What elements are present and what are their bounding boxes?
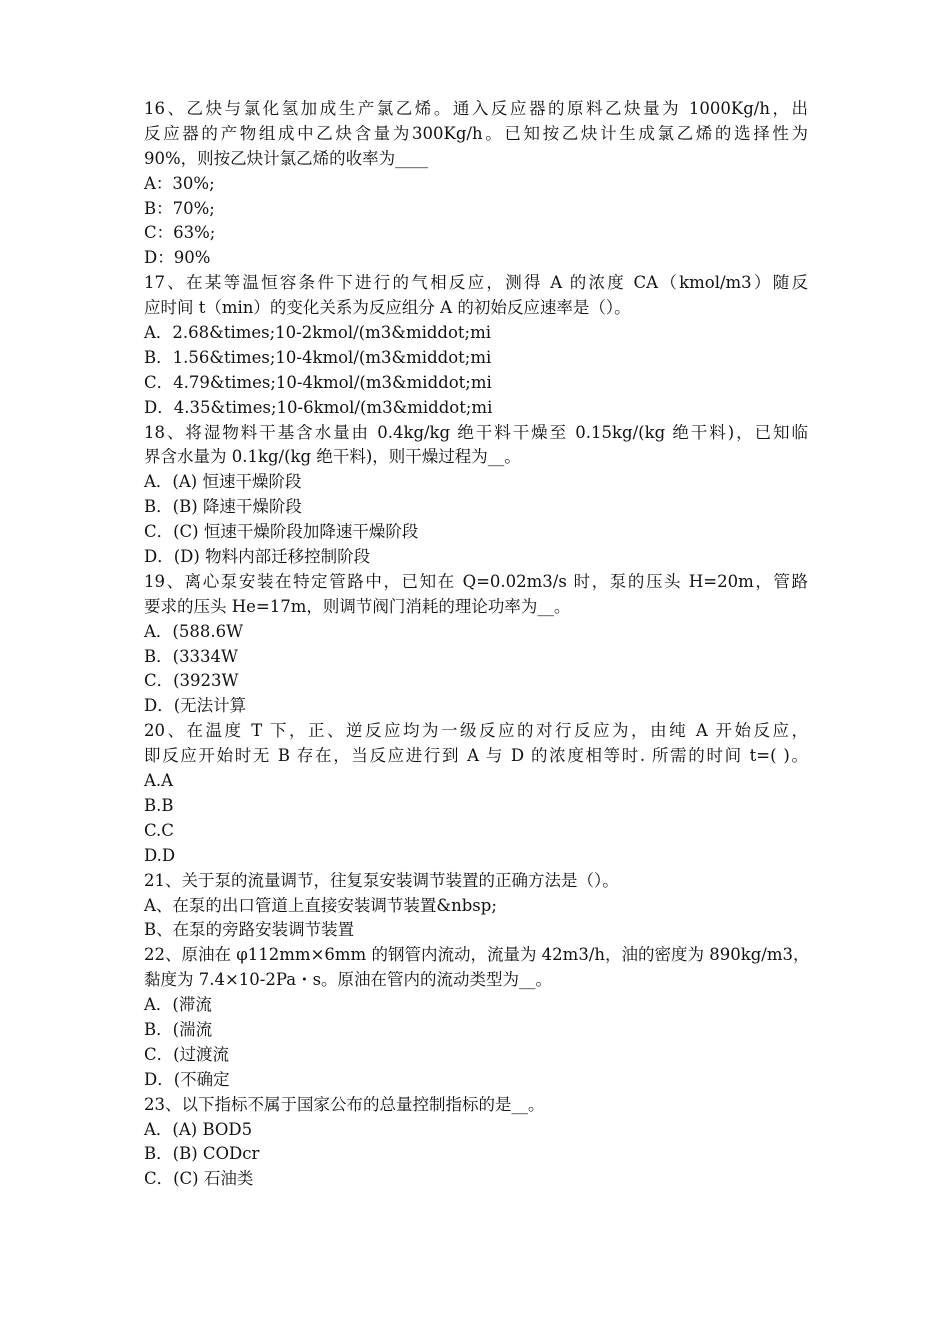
text-line: A.A: [144, 771, 174, 791]
text-line: A、在泵的出口管道上直接安装调节装置&nbsp;: [144, 895, 497, 915]
text-line: B、在泵的旁路安装调节装置: [144, 920, 355, 940]
text-line: 要求的压头 He=17m，则调节阀门消耗的理论功率为__。: [144, 596, 571, 616]
text-line: 19、离心泵安装在特定管路中，已知在 Q=0.02m3/s 时，泵的压头 H=20m，管路: [144, 571, 808, 591]
text-line: B．(3334W: [144, 646, 239, 666]
text-line: 即反应开始时无 B 存在，当反应进行到 A 与 D 的浓度相等时. 所需的时间 t=( )。: [144, 746, 808, 766]
text-line: D．4.35&times;10-6kmol/(m3&middot;mi: [144, 397, 493, 417]
text-line: D．(无法计算: [144, 696, 247, 716]
text-line: 17、在某等温恒容条件下进行的气相反应，测得 A 的浓度 CA（kmol/m3）随反: [144, 273, 808, 293]
text-line: C．(C) 恒速干燥阶段加降速干燥阶段: [144, 522, 419, 542]
text-line: A：30%;: [144, 173, 215, 193]
text-line: 90%，则按乙炔计氯乙烯的收率为____: [144, 148, 429, 168]
text-line: A．2.68&times;10-2kmol/(m3&middot;mi: [144, 323, 492, 343]
text-line: A．(A) 恒速干燥阶段: [144, 472, 302, 492]
text-line: D.D: [144, 845, 176, 865]
text-line: B．(湍流: [144, 1019, 213, 1039]
text-line: B．1.56&times;10-4kmol/(m3&middot;mi: [144, 347, 492, 367]
text-line: C．4.79&times;10-4kmol/(m3&middot;mi: [144, 372, 492, 392]
text-line: B.B: [144, 795, 174, 815]
text-line: A．(A) BOD5: [144, 1119, 253, 1139]
text-line: C：63%;: [144, 223, 216, 243]
text-line: 18、将湿物料干基含水量由 0.4kg/kg 绝干料干燥至 0.15kg/(kg 绝干料)，已知临: [144, 422, 808, 442]
text-line: C.C: [144, 820, 174, 840]
text-line: 16、乙炔与氯化氢加成生产氯乙烯。通入反应器的原料乙炔量为 1000Kg/h，出: [144, 99, 808, 118]
text-line: A．(588.6W: [144, 621, 244, 641]
text-line: D．(不确定: [144, 1069, 230, 1089]
text-line: C．(过渡流: [144, 1044, 230, 1064]
text-line: B．(B) 降速干燥阶段: [144, 497, 302, 517]
document-body: [144, 97, 808, 1192]
text-line: D．(D) 物料内部迁移控制阶段: [144, 547, 371, 567]
text-line: 反应器的产物组成中乙炔含量为300Kg/h。已知按乙炔计生成氯乙烯的选择性为: [144, 123, 808, 143]
text-line: 20、在温度 T 下，正、逆反应均为一级反应的对行反应为，由纯 A 开始反应，: [144, 721, 808, 741]
text-line: 21、关于泵的流量调节，往复泵安装调节装置的正确方法是（）。: [144, 870, 619, 890]
text-line: B：70%;: [144, 198, 215, 218]
text-line: B．(B) CODcr: [144, 1144, 260, 1164]
text-line: D：90%: [144, 248, 211, 268]
text-line: C．(3923W: [144, 671, 239, 691]
text-line: C．(C) 石油类: [144, 1169, 254, 1189]
text-line: 23、以下指标不属于国家公布的总量控制指标的是__。: [144, 1094, 545, 1114]
text-line: 黏度为 7.4×10-2Pa・s。原油在管内的流动类型为__。: [144, 970, 553, 990]
text-line: 22、原油在 φ112mm×6mm 的钢管内流动，流量为 42m3/h，油的密度为 890kg/m3，: [144, 945, 810, 965]
text-line: 应时间 t（min）的变化关系为反应组分 A 的初始反应速率是（）。: [144, 298, 631, 318]
text-line: 界含水量为 0.1kg/(kg 绝干料)，则干燥过程为__。: [144, 447, 521, 467]
text-line: A．(滞流: [144, 995, 212, 1015]
